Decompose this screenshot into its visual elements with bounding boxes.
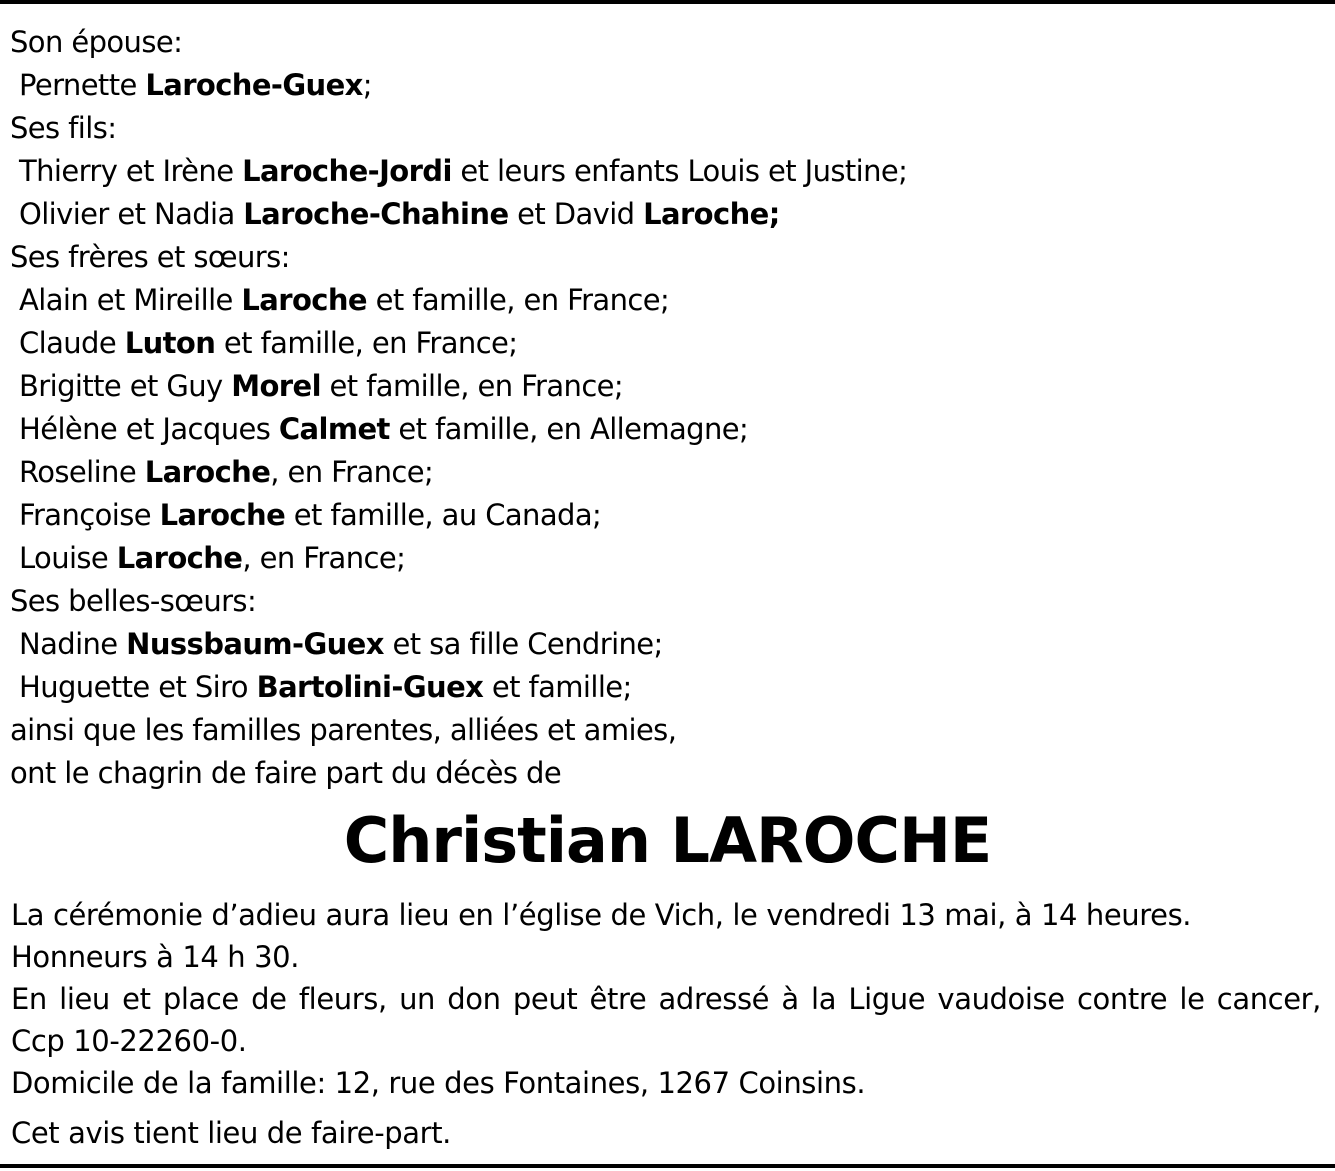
ceremony-details [11,894,1321,1154]
family-line-text: Olivier et Nadia [19,197,244,231]
family-line-text: Claude [19,326,125,360]
family-line-text: et famille, en France; [320,369,624,403]
family-surname: Laroche [241,283,367,317]
family-line [10,279,1310,322]
family-line-text: Nadine [19,627,127,661]
family-line [10,709,1310,752]
family-line [10,150,1310,193]
family-line [10,451,1310,494]
deceased-name: Christian LAROCHE [343,804,992,877]
family-announcement [10,21,1310,795]
family-line-text: Thierry et Irène [19,154,243,188]
family-line [10,623,1310,666]
family-line-text: Brigitte et Guy [19,369,232,403]
family-surname: Laroche [116,541,243,575]
bottom-border-rule [0,1164,1335,1168]
family-line-text: , en France; [242,541,406,575]
family-line [10,537,1310,580]
family-line [10,64,1310,107]
family-surname: Laroche [159,498,286,532]
honours-text: Honneurs à 14 h 30. [11,940,300,974]
family-surname: Laroche; [643,197,780,231]
family-line-text: et leurs enfants Louis et Justine; [451,154,908,188]
family-line [10,666,1310,709]
family-line-text: Son épouse: [10,25,183,59]
family-line-text: Hélène et Jacques [19,412,279,446]
family-surname: Laroche-Guex [145,68,363,102]
family-line-text: et famille, en France; [366,283,670,317]
family-line-text: Françoise [19,498,160,532]
family-line [10,494,1310,537]
family-line [10,752,1310,795]
family-line-text: et famille, au Canada; [285,498,602,532]
family-line-text: Ses frères et sœurs: [10,240,290,274]
donation-text: En lieu et place de fleurs, un don peut être adressé à la Ligue vaudoise contre le cancer, Ccp 10-22260-0. [11,982,1321,1058]
family-surname: Laroche [144,455,271,489]
family-line [10,365,1310,408]
family-line-text: et sa fille Cendrine; [383,627,663,661]
family-line [10,408,1310,451]
family-surname: Laroche-Jordi [242,154,452,188]
family-surname: Laroche-Chahine [243,197,509,231]
family-surname: Morel [231,369,321,403]
family-line-text: ainsi que les familles parentes, alliées et amies, [10,713,677,747]
family-line-text: Louise [19,541,117,575]
family-surname: Luton [124,326,216,360]
domicile-text: Domicile de la famille: 12, rue des Fontaines, 1267 Coinsins. [11,1066,866,1100]
family-line-text: et famille, en France; [215,326,518,360]
family-line-text: Alain et Mireille [19,283,242,317]
family-line-text: Huguette et Siro [19,670,257,704]
family-line-text: et David [508,197,644,231]
family-line [10,236,1310,279]
family-line-text: Ses belles-sœurs: [10,584,257,618]
family-line-text: Ses fils: [10,111,117,145]
family-line-text: Roseline [19,455,145,489]
ceremony-service-text: La cérémonie d’adieu aura lieu en l’église de Vich, le vendredi 13 mai, à 14 heures. [11,898,1192,932]
family-line [10,322,1310,365]
family-line [10,107,1310,150]
top-border-rule [0,0,1335,4]
family-line-text: et famille; [483,670,632,704]
family-line-text: ; [362,68,372,102]
family-line [10,21,1310,64]
faire-part-notice: Cet avis tient lieu de faire-part. [11,1116,451,1150]
family-line-text: Pernette [19,68,146,102]
family-line-text: , en France; [270,455,434,489]
family-line [10,193,1310,236]
family-surname: Bartolini-Guex [256,670,484,704]
family-surname: Calmet [278,412,390,446]
family-line-text: ont le chagrin de faire part du décès de [10,756,562,790]
family-surname: Nussbaum-Guex [126,627,384,661]
family-line [10,580,1310,623]
family-line-text: et famille, en Allemagne; [389,412,749,446]
